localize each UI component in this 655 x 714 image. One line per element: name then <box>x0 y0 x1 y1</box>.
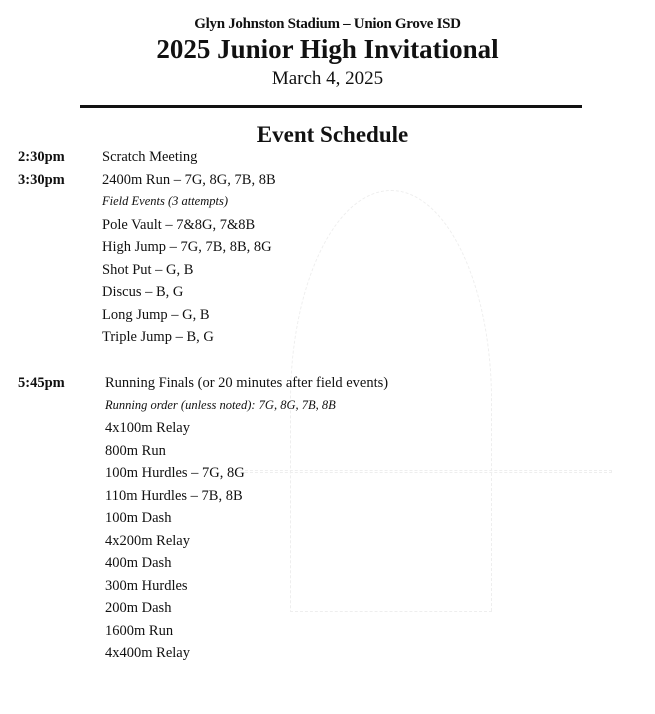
event-name: 4x200m Relay <box>105 532 190 549</box>
event-name: 110m Hurdles – 7B, 8B <box>105 487 243 504</box>
event-name: 800m Run <box>105 442 166 459</box>
event-name: 100m Dash <box>105 510 172 526</box>
event-name: Field Events (3 attempts) <box>102 194 229 208</box>
event-time: 3:30pm <box>18 171 65 188</box>
venue-line: Glyn Johnston Stadium – Union Grove ISD <box>194 16 461 32</box>
divider-rule <box>80 105 582 108</box>
schedule-heading: Event Schedule <box>256 122 409 147</box>
event-name: Long Jump – G, B <box>102 306 210 323</box>
event-time: 2:30pm <box>18 149 65 165</box>
event-name: 4x100m Relay <box>105 420 190 436</box>
event-name: Triple Jump – B, G <box>102 329 214 345</box>
event-name: Pole Vault – 7&8G, 7&8B <box>102 216 256 233</box>
event-name: 4x400m Relay <box>105 645 190 661</box>
event-name: 200m Dash <box>105 600 172 616</box>
event-name: 300m Hurdles <box>105 577 188 594</box>
event-name: Running order (unless noted): 7G, 8G, 7B, 8B <box>105 397 336 412</box>
event-name: Running Finals (or 20 minutes after field events) <box>105 375 389 391</box>
watermark <box>230 470 612 473</box>
event-name: 100m Hurdles – 7G, 8G <box>105 465 245 481</box>
event-name: 1600m Run <box>105 622 174 639</box>
event-name: Shot Put – G, B <box>102 261 194 278</box>
event-name: Scratch Meeting <box>102 149 198 165</box>
event-name: 2400m Run – 7G, 8G, 7B, 8B <box>102 171 276 188</box>
meet-date: March 4, 2025 <box>271 68 384 89</box>
meet-title: 2025 Junior High Invitational <box>156 34 499 64</box>
event-name: 400m Dash <box>105 555 172 571</box>
event-name: Discus – B, G <box>102 284 184 300</box>
event-time: 5:45pm <box>18 375 65 391</box>
event-name: High Jump – 7G, 7B, 8B, 8G <box>102 239 272 255</box>
